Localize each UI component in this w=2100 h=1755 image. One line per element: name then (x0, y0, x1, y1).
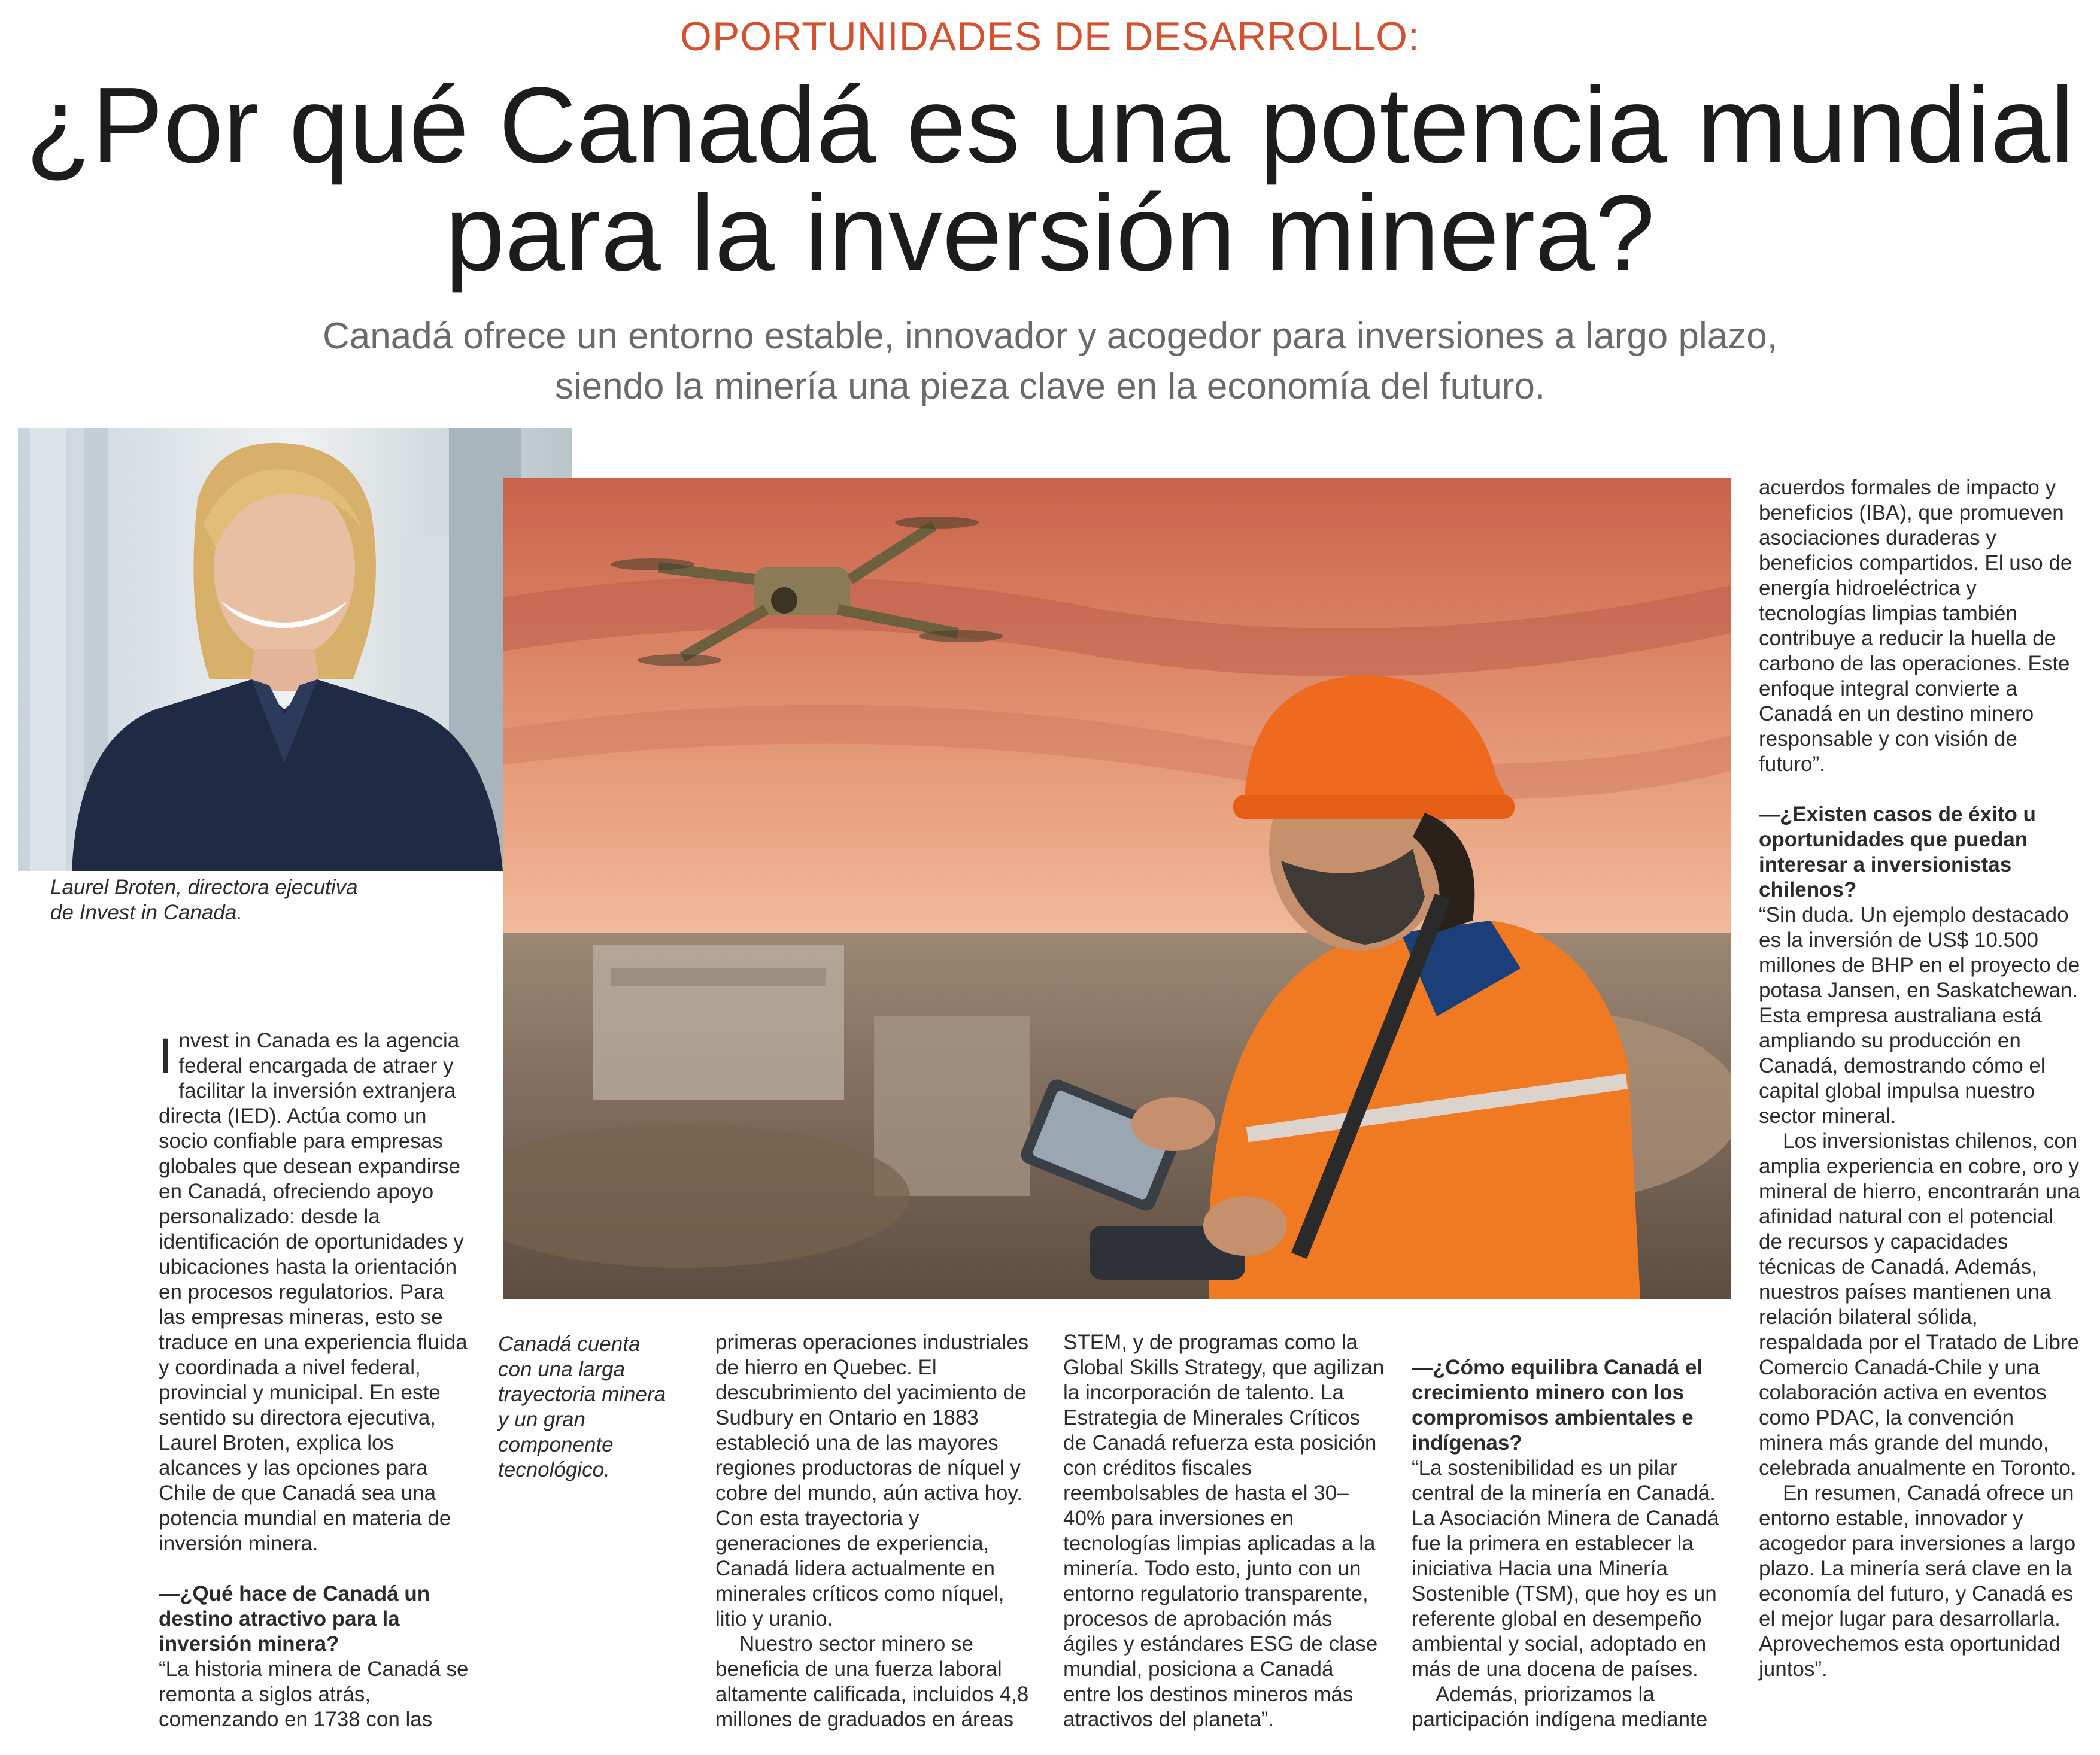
article-column-4 (1412, 1330, 1735, 1732)
headline-line-2: para la inversión minera? (445, 173, 1655, 293)
col3-paragraph-1: STEM, y de programas como la Global Skills Strategy, que agilizan la incorporación de talento. La Estrategia de Minerales Críticos de Canadá refuerza esta posición con créditos fiscales reembolsables de hasta el 30–40% para inversiones en tecnologías limpias aplicadas a la minería. Todo esto, junto con un entorno regulatorio transparente, procesos de aprobación más ágiles y estándares ESG de clase mundial, posiciona a Canadá entre los destinos mineros más atractivos del planeta”. (1063, 1331, 1385, 1731)
portrait-photo (18, 428, 572, 871)
col5-paragraph-4: En resumen, Canadá ofrece un entorno estable, innovador y acogedor para inversiones a largo plazo. La minería será clave en la economía del futuro, y Canadá es el mejor lugar para desarrollarla. Aprovechemos esta oportunidad juntos”. (1759, 1481, 2076, 1681)
question-1: —¿Qué hace de Canadá un destino atractivo para la inversión minera? (159, 1582, 430, 1656)
answer-1-start: “La historia minera de Canadá se remonta a siglos atrás, comenzando en 1738 con las (159, 1657, 469, 1731)
article-column-5 (1759, 475, 2082, 1682)
standfirst-line-2: siendo la minería una pieza clave en la economía del futuro. (554, 366, 1546, 407)
col5-paragraph-2: “Sin duda. Un ejemplo destacado es la inversión de US$ 10.500 millones de BHP en el proyecto de potasa Jansen, en Saskatchewan. Esta empresa australiana está ampliando su producción en Canadá, demostrando cómo el capital global impulsa nuestro sector mineral. (1759, 903, 2080, 1128)
col4-paragraph-1: “La sostenibilidad es un pilar central de la minería en Canadá. La Asociación Minera de Canadá fue la primera en establecer la iniciativa Hacia una Minería Sostenible (TSM), que hoy es un referente global en desempeño ambiental y social, adoptado en más de una docena de países. (1412, 1456, 1719, 1681)
col2-paragraph-2: Nuestro sector minero se beneficia de una fuerza laboral altamente calificada, incluidos 4,8 millones de graduados en áreas (715, 1632, 1029, 1731)
portrait-caption: Laurel Broten, directora ejecutiva de Invest in Canada. (50, 876, 358, 924)
col2-paragraph-1: primeras operaciones industriales de hierro en Quebec. El descubrimiento del yacimiento de Sudbury en Ontario en 1883 estableció una de las mayores regiones productoras de níquel y cobre del mundo, aún activa hoy. Con esta trayectoria y generaciones de experiencia, Canadá lidera actualmente en minerales críticos como níquel, litio y uranio. (715, 1331, 1029, 1630)
article-column-3 (1063, 1330, 1386, 1732)
intro-text: nvest in Canada es la agencia federal encargada de atraer y facilitar la inversión extranjera directa (IED). Actúa como un socio confiable para empresas globales que desean expandirse en Canadá, ofreciendo apoyo personalizado: desde la identificación de oportunidades y ubicaciones hasta la orientación en procesos regulatorios. Para las empresas mineras, esto se traduce en una experiencia fluida y coordinada a nivel federal, provincial y municipal. En este sentido su directora ejecutiva, Laurel Broten, explica los alcances y las opciones para Chile de que Canadá sea una potencia mundial en materia de inversión minera. (159, 1029, 468, 1555)
photo-caption: Canadá cuenta con una larga trayectoria minera y un gran componente tecnológico. (498, 1332, 666, 1481)
portrait-illustration (18, 428, 572, 871)
question-3: —¿Existen casos de éxito u oportunidades que puedan interesar a inversionistas chilenos? (1759, 803, 2036, 901)
main-photo (503, 478, 1731, 1299)
drone-worker-illustration (503, 478, 1731, 1299)
article-standfirst (0, 311, 2100, 412)
article-column-1 (159, 1028, 470, 1732)
col4-paragraph-2: Además, priorizamos la participación indígena mediante (1412, 1683, 1708, 1731)
article-headline (0, 65, 2100, 293)
headline-line-1: ¿Por qué Canadá es una potencia mundial (25, 65, 2075, 186)
question-2: —¿Cómo equilibra Canadá el crecimiento minero con los compromisos ambientales e indígenas? (1412, 1356, 1703, 1455)
standfirst-line-1: Canadá ofrece un entorno estable, innovador y acogedor para inversiones a largo plazo, (323, 315, 1777, 357)
intro-paragraph (159, 1028, 470, 1556)
section-kicker: OPORTUNIDADES DE DESARROLLO: (680, 14, 1420, 59)
col5-paragraph-3: Los inversionistas chilenos, con amplia experiencia en cobre, oro y mineral de hierro, encontrarán una afinidad natural con el potencial de recursos y capacidades técnicas de Canadá. Además, nuestros países mantienen una relación bilateral sólida, respaldada por el Tratado de Libre Comercio Canadá-Chile y una colaboración activa en eventos como PDAC, la convención minera más grande del mundo, celebrada anualmente en Toronto. (1759, 1129, 2080, 1480)
drop-cap: I (159, 1028, 173, 1084)
article-column-2 (715, 1330, 1039, 1732)
col5-paragraph-1: acuerdos formales de impacto y beneficios (IBA), que promueven asociaciones duraderas y beneficios compartidos. El uso de energía hidroeléctrica y tecnologías limpias también contribuye a reducir la huella de carbono de las operaciones. Este enfoque integral convierte a Canadá en un destino minero responsable y con visión de futuro”. (1759, 476, 2072, 776)
